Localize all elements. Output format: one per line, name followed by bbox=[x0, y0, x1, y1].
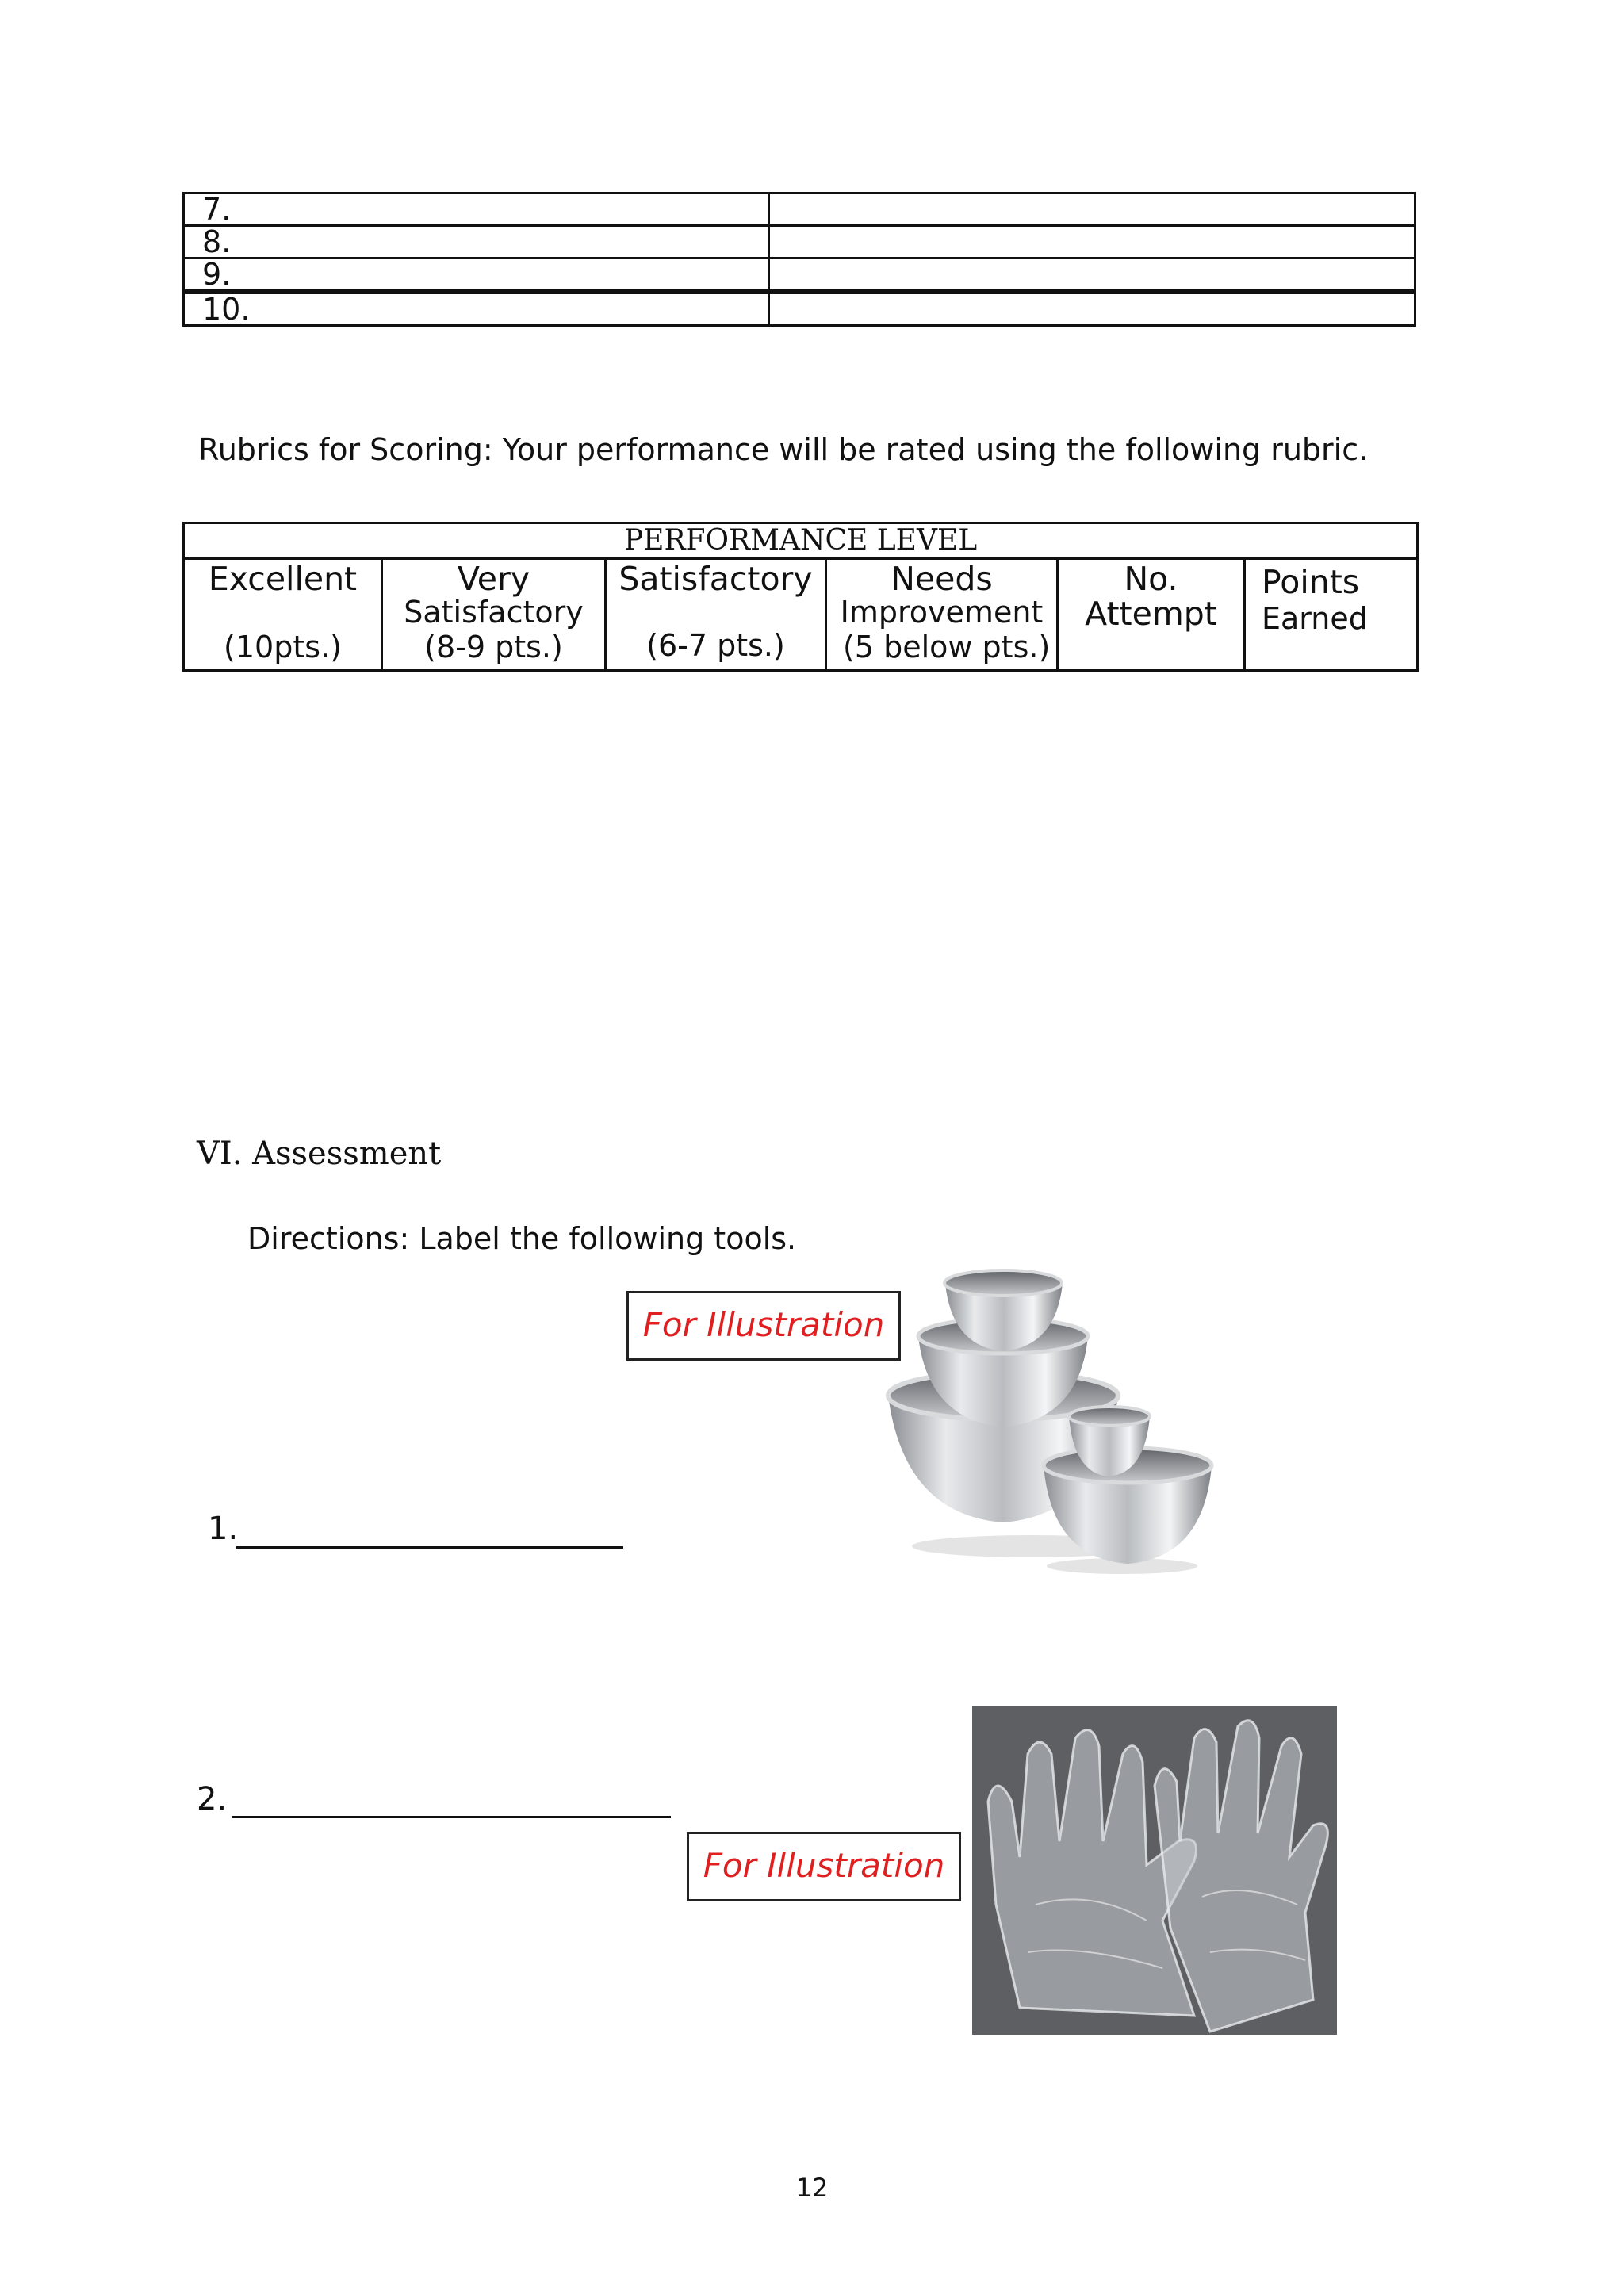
rubric-col-satisfactory bbox=[606, 559, 826, 671]
illustration-label: For Illustration bbox=[626, 1291, 901, 1361]
rubric-points: (10pts.) bbox=[224, 630, 342, 664]
answer-cell[interactable] bbox=[769, 292, 1415, 326]
rubric-points: (6-7 pts.) bbox=[646, 628, 785, 663]
answer-table bbox=[182, 192, 1416, 327]
answer-blank-1[interactable] bbox=[236, 1516, 623, 1549]
rubric-col-very-satisfactory bbox=[382, 559, 606, 671]
gloves-photo bbox=[972, 1706, 1337, 2035]
rubric-points: (5 below pts.) bbox=[843, 630, 1051, 664]
rubric-points: (8-9 pts.) bbox=[424, 630, 563, 664]
rubric-col-needs-improvement bbox=[826, 559, 1058, 671]
rubric-table bbox=[182, 522, 1419, 672]
page-number: 12 bbox=[795, 2173, 829, 2203]
directions-text: Directions: Label the following tools. bbox=[247, 1221, 797, 1256]
rubric-header-row bbox=[184, 523, 1418, 559]
rubric-col-points-earned bbox=[1245, 559, 1418, 671]
rubric-label-line2: Improvement bbox=[840, 595, 1044, 630]
table-row bbox=[184, 292, 1415, 326]
item-number-cell: 8. bbox=[184, 226, 769, 259]
item-number: 1. bbox=[208, 1511, 239, 1547]
rubric-col-no-attempt bbox=[1058, 559, 1245, 671]
table-row bbox=[184, 226, 1415, 259]
rubric-sentence: Rubrics for Scoring: Your performance will be rated using the following rubric. bbox=[198, 432, 1369, 467]
mixing-bowls-icon bbox=[872, 1253, 1229, 1586]
item-number: 2. bbox=[197, 1781, 228, 1817]
table-row bbox=[184, 259, 1415, 293]
section-title: VI. Assessment bbox=[197, 1136, 442, 1172]
rubric-label: Excellent bbox=[208, 560, 358, 598]
answer-blank-2[interactable] bbox=[232, 1786, 671, 1818]
rubric-col-excellent bbox=[184, 559, 382, 671]
answer-cell[interactable] bbox=[769, 226, 1415, 259]
table-row bbox=[184, 193, 1415, 226]
rubric-label-line2: Attempt bbox=[1085, 595, 1217, 633]
rubric-label-line2: Satisfactory bbox=[404, 595, 584, 630]
rubric-levels-row bbox=[184, 559, 1418, 671]
rubric-label: Satisfactory bbox=[619, 560, 813, 598]
item-number-cell: 7. bbox=[184, 193, 769, 226]
item-number-cell: 10. bbox=[184, 292, 769, 326]
rubric-label-line2: Earned bbox=[1262, 601, 1368, 636]
rubric-label: Points bbox=[1262, 563, 1360, 601]
answer-cell[interactable] bbox=[769, 193, 1415, 226]
item-number-cell: 9. bbox=[184, 259, 769, 293]
rubric-label: No. bbox=[1124, 560, 1178, 598]
rubric-label: Needs bbox=[891, 560, 993, 598]
performance-level-header: PERFORMANCE LEVEL bbox=[184, 523, 1418, 559]
illustration-label: For Illustration bbox=[687, 1832, 961, 1901]
plastic-gloves-icon bbox=[972, 1706, 1337, 2035]
rubric-label: Very bbox=[457, 560, 530, 598]
answer-cell[interactable] bbox=[769, 259, 1415, 293]
